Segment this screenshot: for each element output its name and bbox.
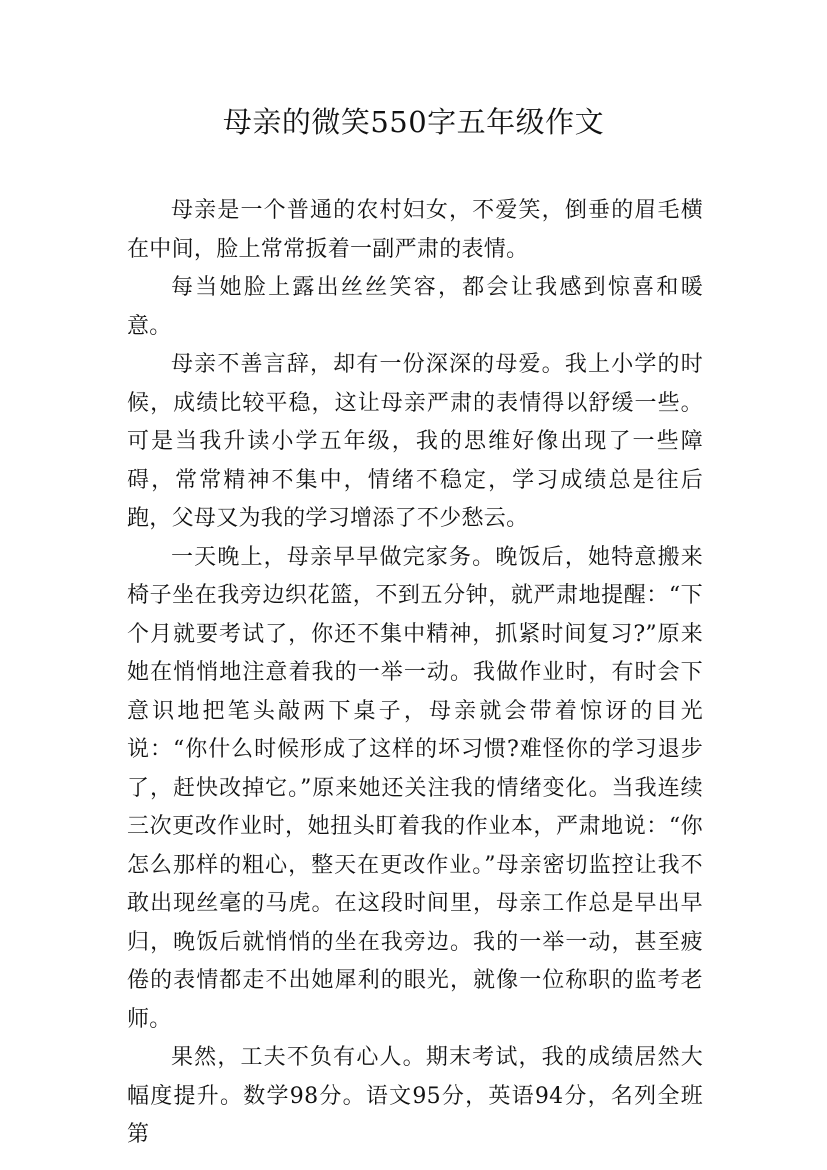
paragraph-2: 每当她脸上露出丝丝笑容，都会让我感到惊喜和暖意。	[127, 275, 703, 339]
document-title: 母亲的微笑550字五年级作文	[222, 105, 605, 139]
paragraph-5: 果然，工夫不负有心人。期末考试，我的成绩居然大幅度提升。数学98分。语文95分，英语94分，名列全班第	[127, 1045, 703, 1147]
paragraph-4: 一天晚上，母亲早早做完家务。晚饭后，她特意搬来椅子坐在我旁边织花篮，不到五分钟，就严肃地提醒：“下个月就要考试了，你还不集中精神，抓紧时间复习?”原来她在悄悄地注意着我的一举一动。我做作业时，有时会下意识地把笔头敲两下桌子，母亲就会带着惊讶的目光说：“你什么时候形成了这样的坏习惯?难怪你的学习退步了，赶快改掉它。”原来她还关注我的情绪变化。当我连续三次更改作业时，她扭头盯着我的作业本，严肃地说：“你怎么那样的粗心，整天在更改作业。”母亲密切监控让我不敢出现丝毫的马虎。在这段时间里，母亲工作总是早出早归，晚饭后就悄悄的坐在我旁边。我的一举一动，甚至疲倦的表情都走不出她犀利的眼光，就像一位称职的监考老师。	[127, 544, 703, 1032]
paragraph-1: 母亲是一个普通的农村妇女，不爱笑，倒垂的眉毛横在中间，脸上常常扳着一副严肃的表情。	[127, 198, 703, 262]
paragraph-3: 母亲不善言辞，却有一份深深的母爱。我上小学的时候，成绩比较平稳，这让母亲严肃的表情得以舒缓一些。可是当我升读小学五年级，我的思维好像出现了一些障碍，常常精神不集中，情绪不稳定，学习成绩总是往后跑，父母又为我的学习增添了不少愁云。	[127, 352, 703, 531]
essay-body	[127, 192, 703, 1155]
